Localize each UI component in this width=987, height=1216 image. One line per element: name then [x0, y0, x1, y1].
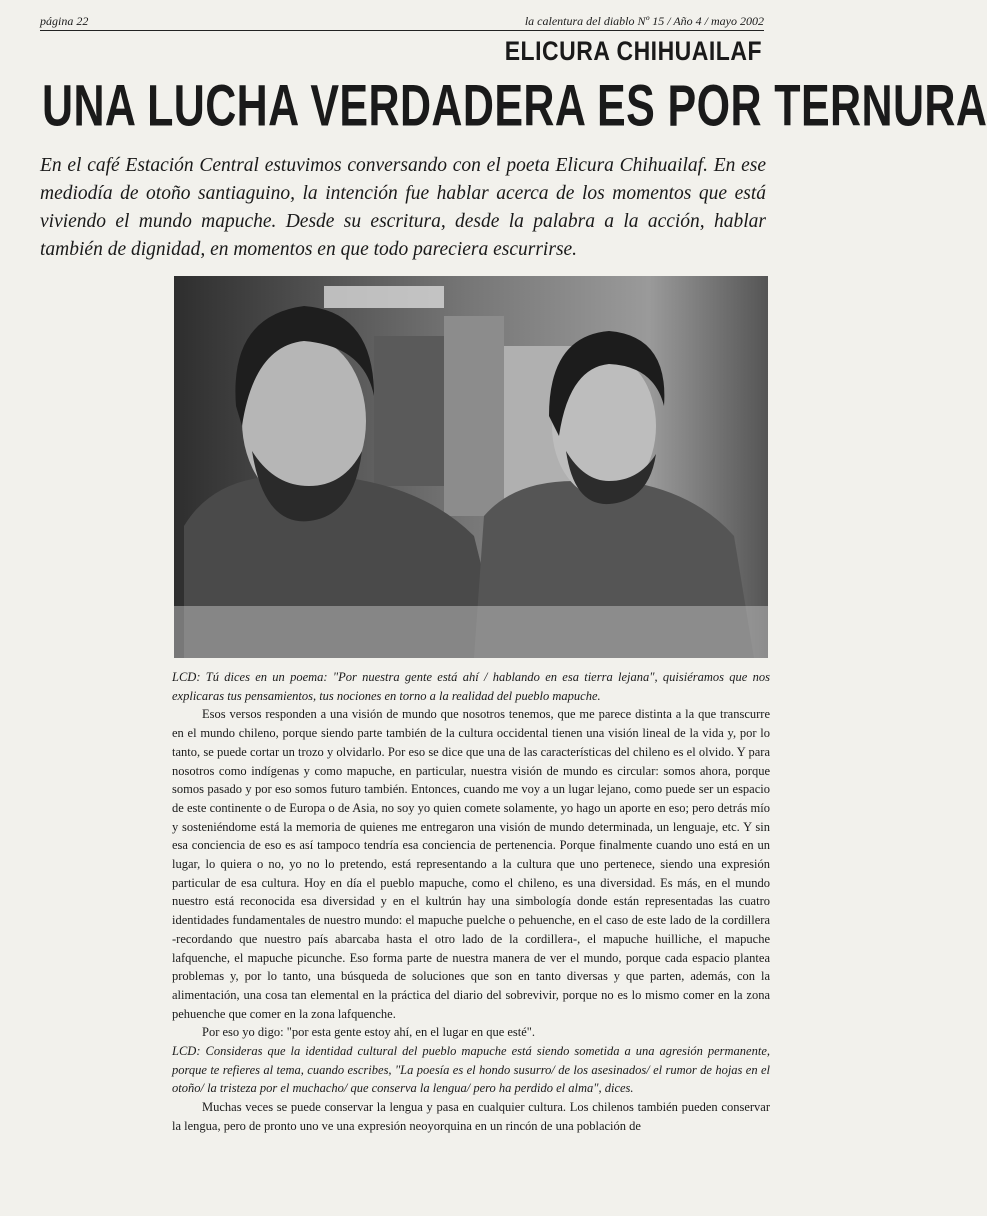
interview-question: LCD: Consideras que la identidad cultural del pueblo mapuche está siendo sometida a una agresión permanente, porque te refieres al tema, cuando escribes, "La poesía es el hondo susurro/ de los asesinados/ el rumor de hojas en el otoño/ la tristeza por el muchacho/ que conserva la lengua/ pero ha perdido el alma", dices. [172, 1044, 770, 1096]
photo-illustration [174, 276, 768, 658]
interview-question: LCD: Tú dices en un poema: "Por nuestra gente está ahí / hablando en esa tierra lejana", quisiéramos que nos explicaras tus pensamientos, tus nociones en torno a la realidad del pueblo mapuche. [172, 670, 770, 703]
author-name: ELICURA CHIHUAILAF [504, 36, 762, 66]
article-body [172, 668, 770, 1136]
interview-answer: Muchas veces se puede conservar la lengua y pasa en cualquier cultura. Los chilenos también pueden conservar la lengua, pero de pronto uno ve una expresión neoyorquina en un rincón de una población de [172, 1100, 770, 1133]
page-number: página 22 [40, 14, 89, 28]
lead-paragraph: En el café Estación Central estuvimos conversando con el poeta Elicura Chihuailaf. En ese mediodía de otoño santiaguino, la intención fue hablar acerca de los momentos que está viviendo el mundo mapuche. Desde su escritura, desde la palabra a la acción, hablar también de dignidad, en momentos en que todo pareciera escurrirse. [40, 155, 766, 260]
interview-answer: Esos versos responden a una visión de mundo que nosotros tenemos, que me parece distinta a la que transcurre en el mundo chileno, porque siendo parte también de la cultura occidental tienen una visión lineal de la vida y, por lo tanto, se puede cortar un trozo y olvidarlo. Por eso se dice que una de las características del chileno es el olvido. Y para nosotros como indígenas y como mapuche, en particular, nuestra visión de mundo es circular: somos ahora, porque somos pasado y por eso somos futuro también. Entonces, cuando me voy a un lugar lejano, como puede ser un espacio de este continente o de Europa o de Asia, no soy yo quien comete solamente, yo hago un aporte en eso; pero detrás mío y sosteniéndome está la memoria de quienes me entregaron una visión de mundo determinada, un lenguaje, etc. Y sin esa conciencia de eso es así tampoco tendría esa conciencia de pertenencia. Porque finalmente cuando uno está en un lugar, lo quiera o no, yo no lo pretendo, está representando a la cultura que uno pertenece, siendo una expresión particular de esa cultura. Hoy en día el pueblo mapuche, como el chileno, es una diversidad. Es más, en el mundo nuestro está reconocida esa diversidad y en el kultrún hay una simbología donde están representadas las cuatro identidades fundamentales de nuestro mundo: el mapuche puelche o pehuenche, en el caso de este lado de la cordillera -recordando que nuestro país abarcaba hasta el otro lado de la cordillera-, el mapuche huilliche, el mapuche lafquenche, el mapuche picunche. Eso forma parte de nuestra manera de ver el mundo, porque cada espacio plantea problemas y, por lo tanto, una búsqueda de soluciones que son en tanto diversas y que parten, además, con la alimentación, una cosa tan elemental en la práctica del diario del sobrevivir, porque no es lo mismo comer en la zona pehuenche que comer en la zona lafquenche. [172, 707, 770, 1021]
headline: UNA LUCHA VERDADERA ES POR TERNURA [42, 73, 987, 139]
running-header [40, 14, 764, 31]
interview-answer-closing: Por eso yo digo: "por esta gente estoy ahí, en el lugar en que esté". [202, 1025, 536, 1040]
publication-info: la calentura del diablo Nº 15 / Año 4 / mayo 2002 [524, 14, 764, 28]
article-photo [174, 276, 768, 658]
